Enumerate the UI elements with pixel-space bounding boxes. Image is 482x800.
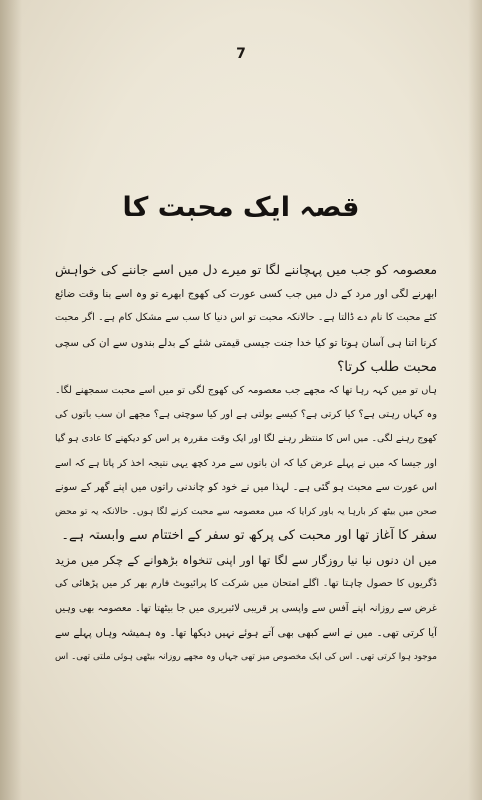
page-edge-shadow (468, 0, 482, 800)
text-line: میں ان دنوں نیا نیا روزگار سے لگا تھا اور اپنی تنخواہ بڑھوانے کے چکر میں مزید (55, 553, 437, 568)
page-gutter-shadow (0, 0, 22, 800)
text-line: ابھرنے لگی اور مرد کے دل میں جب کسی عورت کی کھوج ابھرے تو وہ اسے بنا وقت ضائع (55, 288, 437, 301)
text-line: ڈگریوں کا حصول چاہتا تھا۔ اگلے امتحان میں شرکت کا پرائیویٹ فارم بھر کر میں پڑھائی کی (55, 578, 437, 590)
chapter-title: قصہ ایک محبت کا (122, 192, 360, 223)
text-line: سفر کا آغاز تھا اور محبت کی پرکھ تو سفر کے اختتام سے وابستہ ہے۔ (61, 528, 437, 544)
text-line: ہاں تو میں کہہ رہا تھا کہ مجھے جب معصومہ کی کھوج لگی تو میں اسے محبت سمجھنے لگا۔ (55, 384, 437, 396)
text-line: غرض سے روزانہ اپنے آفس سے واپسی پر قریبی لائبریری میں جا بیٹھتا تھا۔ معصومہ بھی وہیں (55, 602, 437, 614)
text-line: اس عورت سے محبت ہو گئی ہے۔ لہذا میں نے خود کو چاندنی راتوں میں اپنے گھر کے سونے (55, 481, 437, 493)
text-line: کئے محبت کا نام دے ڈالتا ہے۔ حالانکہ محبت تو اس دنیا کا سب سے مشکل کام ہے۔ اگر محبت (55, 312, 437, 324)
text-line: معصومہ کو جب میں پہچاننے لگا تو میرے دل میں اسے جاننے کی خواہش (55, 262, 437, 277)
page-number: 7 (236, 46, 246, 62)
text-line: اور جیسا کہ میں نے پہلے عرض کیا کہ ان باتوں سے مرد کچھ یہی نتیجہ اخذ کر پاتا ہے کہ اسے (55, 457, 437, 469)
text-line: وہ کہاں رہتی ہے؟ کیا کرتی ہے؟ کیسے بولتی ہے اور کیا سوچتی ہے؟ مجھے ان سب باتوں کی (55, 409, 437, 421)
body-text (55, 258, 437, 669)
text-line: محبت طلب کرتا؟ (337, 358, 437, 375)
text-line: کرنا اتنا ہی آسان ہوتا تو کیا خدا جنت جیسی قیمتی شئے کے بدلے بندوں سے ان کی سچی (55, 336, 437, 349)
text-line: کھوج رہنے لگی۔ میں اس کا منتظر رہنے لگا اور ایک وقت مقررہ پر اس کو دیکھنے کا عادی ہو گیا (55, 433, 437, 445)
text-line: صحن میں بیٹھ کر بارہا یہ باور کرایا کہ میں معصومہ سے محبت کرنے لگا ہوں۔ حالانکہ یہ تو محض (55, 506, 437, 517)
text-line: موجود ہوا کرتی تھی۔ اس کی ایک مخصوص میز تھی جہاں وہ مجھے روزانہ بیٹھی ہوئی ملتی تھی۔ اس (55, 652, 437, 662)
text-line: آیا کرتی تھی۔ میں نے اسے کبھی بھی آتے ہوئے نہیں دیکھا تھا۔ وہ ہمیشہ وہاں پہلے سے (55, 626, 437, 639)
